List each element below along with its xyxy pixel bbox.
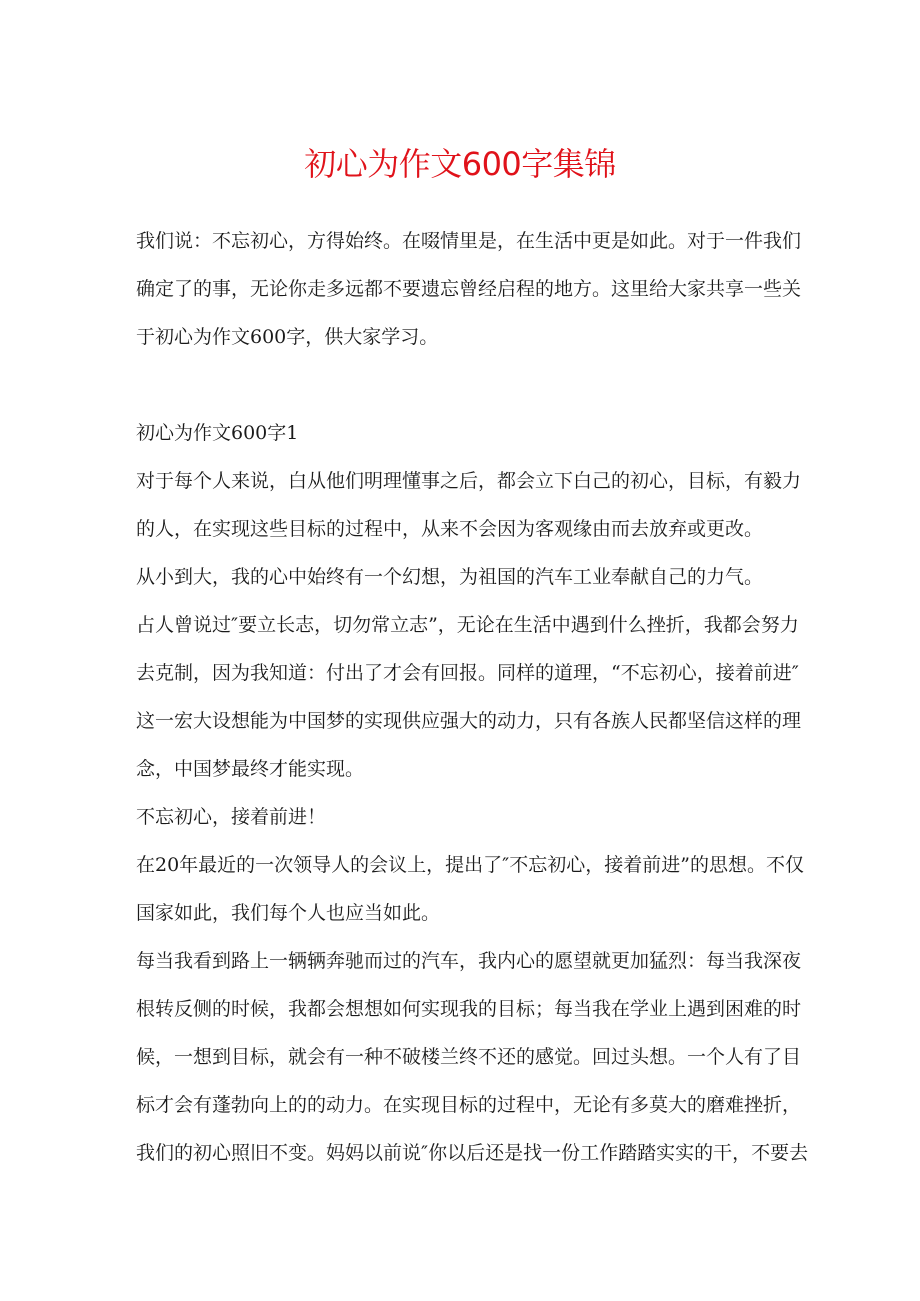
body-line: 念，中国梦最终才能实现。 (136, 758, 365, 780)
body-line: 对于每个人来说，白从他们明理懂事之后，都会立下白己的初心，目标，有毅力 (136, 470, 802, 492)
intro-line: 我们说：不忘初心，方得始终。在啜情里是，在生活中更是如此。对于一件我们 (136, 230, 802, 252)
body-line: 标才会有蓬勃向上的的动力。在实现目标的过程中，无论有多莫大的磨难挫折， (136, 1094, 802, 1116)
body-line: 我们的初心照旧不变。妈妈以前说″你以后还是找一份工作踏踏实实的干，不要去 (136, 1142, 809, 1164)
body-line: 去克制，因为我知道：付出了才会有回报。同样的道理，“不忘初心，接着前进″ (136, 662, 799, 684)
body-line: 这一宏大设想能为中国梦的实现供应强大的动力，只有各族人民都坚信这样的理 (136, 710, 802, 732)
document-title: 初心为作文600字集锦 (304, 145, 616, 183)
intro-line: 于初心为作文600字，供大家学习。 (136, 326, 439, 348)
body-line: 根转反侧的时候，我都会想想如何实现我的目标；每当我在学业上遇到困难的时 (136, 998, 802, 1020)
body-line: 的人，在实现这些目标的过程中，从来不会因为客观缘由而去放弃或更改。 (136, 518, 764, 540)
intro-line: 确定了的事，无论你走多远都不要遗忘曾经启程的地方。这里给大家共享一些关 (136, 278, 802, 300)
body-line: 从小到大，我的心中始终有一个幻想，为祖国的汽车工业奉献自己的力气。 (136, 566, 764, 588)
body-line: 不忘初心，接着前进！ (136, 806, 327, 828)
body-line: 候，一想到目标，就会有一种不破楼兰终不还的感觉。回过头想。一个人有了目 (136, 1046, 802, 1068)
body-line: 占人曾说过″要立长志，切勿常立志”，无论在生活中遇到什么挫折，我都会努力 (136, 614, 799, 636)
body-line: 每当我看到路上一辆辆奔驰而过的汽车，我内心的愿望就更加猛烈：每当我深夜 (136, 950, 802, 972)
body-line: 国家如此，我们每个人也应当如此。 (136, 902, 441, 924)
section-heading: 初心为作文600字1 (136, 422, 299, 444)
body-line: 在20年最近的一次领导人的会议上，提出了″不忘初心，接着前进”的思想。不仅 (136, 854, 804, 876)
